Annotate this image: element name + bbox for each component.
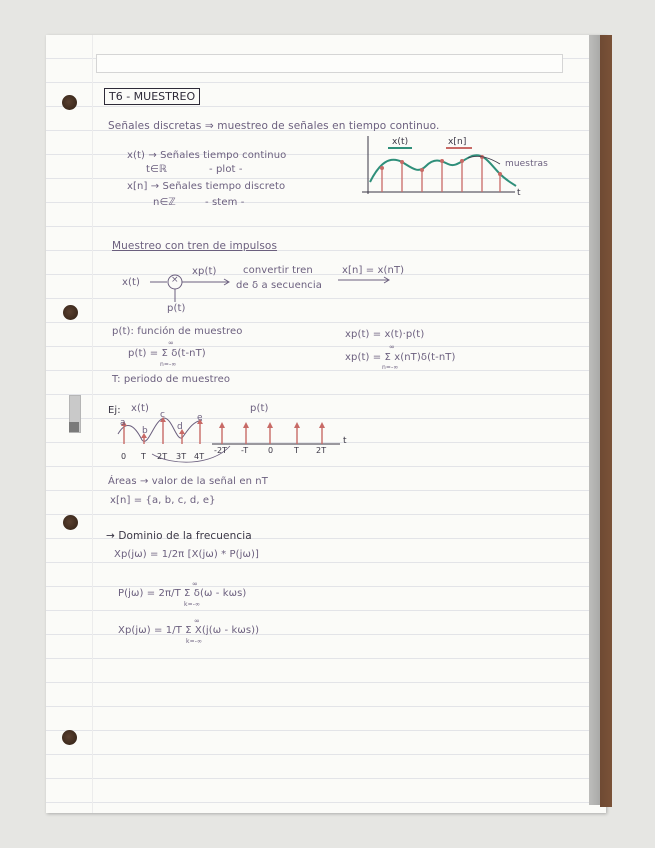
punch-hole-2 bbox=[63, 305, 78, 320]
stem-label: - stem - bbox=[205, 197, 245, 208]
side-stamp-mark bbox=[69, 422, 79, 432]
punch-hole-4 bbox=[62, 730, 77, 745]
tick-T: T bbox=[141, 452, 146, 461]
xn-set: x[n] = {a, b, c, d, e} bbox=[110, 495, 216, 506]
tick-0: 0 bbox=[121, 452, 127, 461]
page-binding-strip bbox=[600, 35, 612, 807]
sample-b-label: b bbox=[142, 426, 148, 436]
sample-c-label: c bbox=[160, 410, 166, 420]
sample-dot-5 bbox=[460, 159, 464, 163]
pt-sum-bottom: n=-∞ bbox=[160, 361, 177, 368]
pt-head-4 bbox=[294, 422, 300, 428]
pt-head-2 bbox=[243, 422, 249, 428]
period-definition: T: periodo de muestreo bbox=[112, 374, 231, 385]
margin-line bbox=[92, 35, 93, 813]
pt-definition: p(t): función de muestreo bbox=[112, 326, 243, 337]
page-title: T6 - MUESTREO bbox=[104, 88, 200, 105]
multiplier-symbol: × bbox=[171, 275, 179, 285]
discrete-domain: n∈ℤ bbox=[153, 197, 176, 208]
convert-line-1: convertir tren bbox=[243, 265, 313, 276]
tick-4T: 4T bbox=[194, 452, 205, 461]
example-pt-label: p(t) bbox=[250, 403, 269, 414]
p-jw-sum-bottom: k=-∞ bbox=[184, 601, 201, 608]
xp-final-sum-top: ∞ bbox=[194, 617, 200, 625]
pt-head-3 bbox=[267, 422, 273, 428]
plot-label: - plot - bbox=[209, 164, 243, 175]
sample-dot-1 bbox=[380, 166, 384, 170]
sample-dot-7 bbox=[498, 172, 502, 176]
sample-a-label: a bbox=[120, 418, 126, 428]
example-xt-label: x(t) bbox=[131, 403, 150, 414]
continuous-domain: t∈ℝ bbox=[146, 164, 167, 175]
section-frequency-domain: → Dominio de la frecuencia bbox=[106, 530, 252, 542]
sampling-graph bbox=[360, 134, 530, 204]
pt-arrowheads bbox=[219, 422, 325, 428]
section-impulse-train: Muestreo con tren de impulsos bbox=[112, 240, 278, 252]
tick-3T: 3T bbox=[176, 452, 187, 461]
punch-hole-1 bbox=[62, 95, 77, 110]
pt-head-1 bbox=[219, 422, 225, 428]
sample-d-label: d bbox=[177, 422, 183, 432]
ptick-mT: -T bbox=[241, 446, 249, 455]
example-signal bbox=[118, 418, 202, 441]
muestras-label: muestras bbox=[505, 159, 548, 169]
xp-sum-top: ∞ bbox=[389, 343, 395, 351]
block-xp-label: xp(t) bbox=[192, 266, 217, 277]
block-result: x[n] = x(nT) bbox=[342, 265, 405, 276]
p-jw-equation: P(jω) = 2π/T Σ δ(ω - kωs) bbox=[118, 588, 247, 599]
graph-xn-label: x[n] bbox=[448, 137, 467, 147]
xp-sum-bottom: n=-∞ bbox=[382, 364, 399, 371]
intro-line: Señales discretas ⇒ muestreo de señales en tiempo continuo. bbox=[108, 120, 440, 132]
ptick-0: 0 bbox=[268, 446, 274, 455]
tick-2T: 2T bbox=[157, 452, 168, 461]
sample-dot-4 bbox=[440, 159, 444, 163]
xp-final-equation: Xp(jω) = 1/T Σ X(j(ω - kωs)) bbox=[118, 625, 260, 636]
xp-jw-equation: Xp(jω) = 1/2π [X(jω) * P(jω)] bbox=[114, 549, 260, 560]
example-label: Ej: bbox=[108, 405, 121, 416]
pt-equation: p(t) = Σ δ(t-nT) bbox=[128, 348, 206, 359]
block-p-label: p(t) bbox=[167, 303, 186, 314]
ptick-m2T: -2T bbox=[214, 446, 228, 455]
sample-dot-2 bbox=[400, 160, 404, 164]
continuous-definition: x(t) → Señales tiempo continuo bbox=[127, 150, 287, 161]
areas-line: Áreas → valor de la señal en nT bbox=[108, 476, 268, 487]
pt-impulses bbox=[222, 426, 322, 444]
p-jw-sum-top: ∞ bbox=[192, 580, 198, 588]
graph-xt-label: x(t) bbox=[392, 137, 409, 147]
xp-equation-1: xp(t) = x(t)·p(t) bbox=[345, 329, 425, 340]
example-t-label: t bbox=[343, 436, 347, 446]
xp-equation-2: xp(t) = Σ x(nT)δ(t-nT) bbox=[345, 352, 456, 363]
example-stems bbox=[124, 420, 200, 444]
punch-hole-3 bbox=[63, 515, 78, 530]
sample-dot-3 bbox=[420, 168, 424, 172]
xp-final-sum-bottom: k=-∞ bbox=[186, 638, 203, 645]
ptick-T: T bbox=[294, 446, 299, 455]
example-graph bbox=[112, 410, 352, 480]
pt-sum-top: ∞ bbox=[168, 339, 174, 347]
block-input: x(t) bbox=[122, 277, 141, 288]
sample-e-label: e bbox=[197, 413, 203, 423]
discrete-definition: x[n] → Señales tiempo discreto bbox=[127, 181, 286, 192]
ptick-2T: 2T bbox=[316, 446, 327, 455]
graph-t-label: t bbox=[517, 188, 521, 198]
convert-line-2: de δ a secuencia bbox=[236, 280, 322, 291]
pt-head-5 bbox=[319, 422, 325, 428]
page-header-box bbox=[96, 54, 563, 73]
